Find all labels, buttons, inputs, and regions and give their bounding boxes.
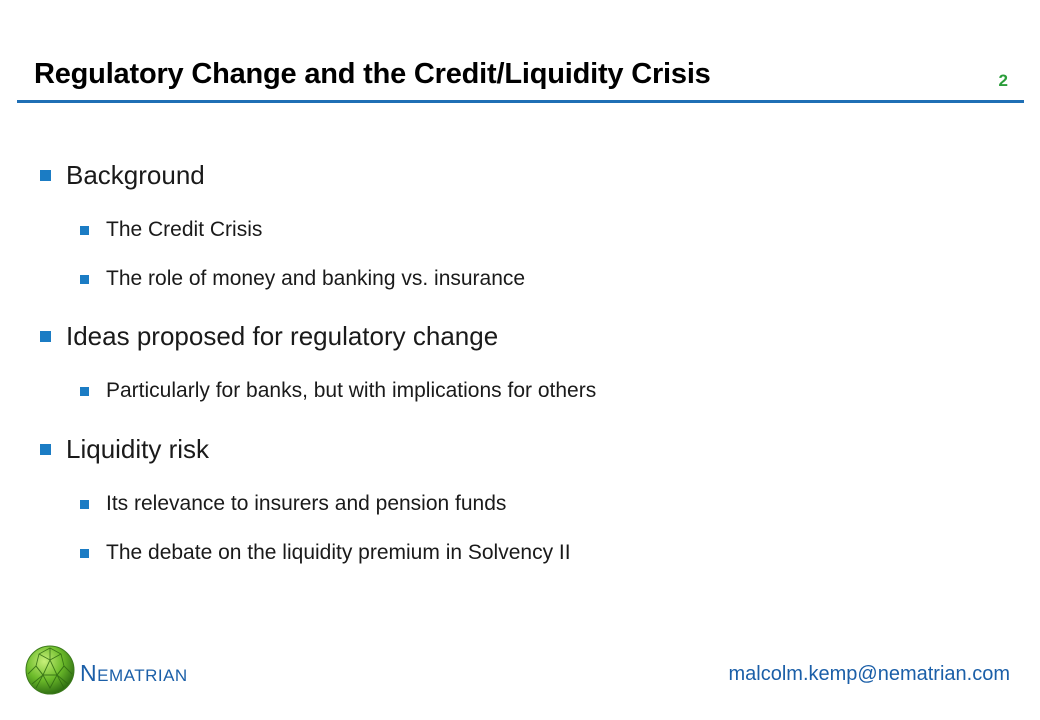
sub-bullet-item: [80, 379, 596, 403]
logo-rest: EMATRIAN: [97, 666, 188, 685]
nematrian-logo: [24, 644, 188, 696]
blue-square-bullet-icon: [40, 444, 51, 455]
blue-square-bullet-icon: [80, 387, 89, 396]
sub-bullet-text: The debate on the liquidity premium in Solvency II: [106, 541, 571, 564]
blue-square-bullet-icon: [80, 549, 89, 558]
bullet-text: Liquidity risk: [66, 434, 210, 464]
logo-initial: N: [80, 660, 98, 686]
bullet-item: [40, 321, 498, 352]
bullet-item: [40, 434, 209, 465]
sub-bullet-item: [80, 267, 525, 291]
blue-square-bullet-icon: [40, 331, 51, 342]
slide-title: Regulatory Change and the Credit/Liquidity Crisis: [34, 58, 711, 90]
sub-bullet-item: [80, 218, 262, 242]
slide-number: 2: [998, 71, 1008, 90]
sub-bullet-text: The role of money and banking vs. insurance: [106, 267, 526, 290]
sub-bullet-text: Its relevance to insurers and pension funds: [106, 492, 507, 515]
green-geodesic-sphere-icon: [24, 644, 76, 696]
bullet-item: [40, 160, 205, 191]
blue-square-bullet-icon: [40, 170, 51, 181]
sub-bullet-item: [80, 541, 571, 565]
bullet-text: Ideas proposed for regulatory change: [66, 321, 499, 351]
sub-bullet-text: The Credit Crisis: [106, 218, 263, 241]
logo-wordmark: [80, 660, 188, 687]
title-divider: [17, 100, 1024, 103]
sub-bullet-text: Particularly for banks, but with implications for others: [106, 379, 597, 402]
blue-square-bullet-icon: [80, 500, 89, 509]
contact-email: malcolm.kemp@nematrian.com: [728, 663, 1010, 685]
bullet-text: Background: [66, 160, 205, 190]
sub-bullet-item: [80, 492, 506, 516]
blue-square-bullet-icon: [80, 226, 89, 235]
blue-square-bullet-icon: [80, 275, 89, 284]
